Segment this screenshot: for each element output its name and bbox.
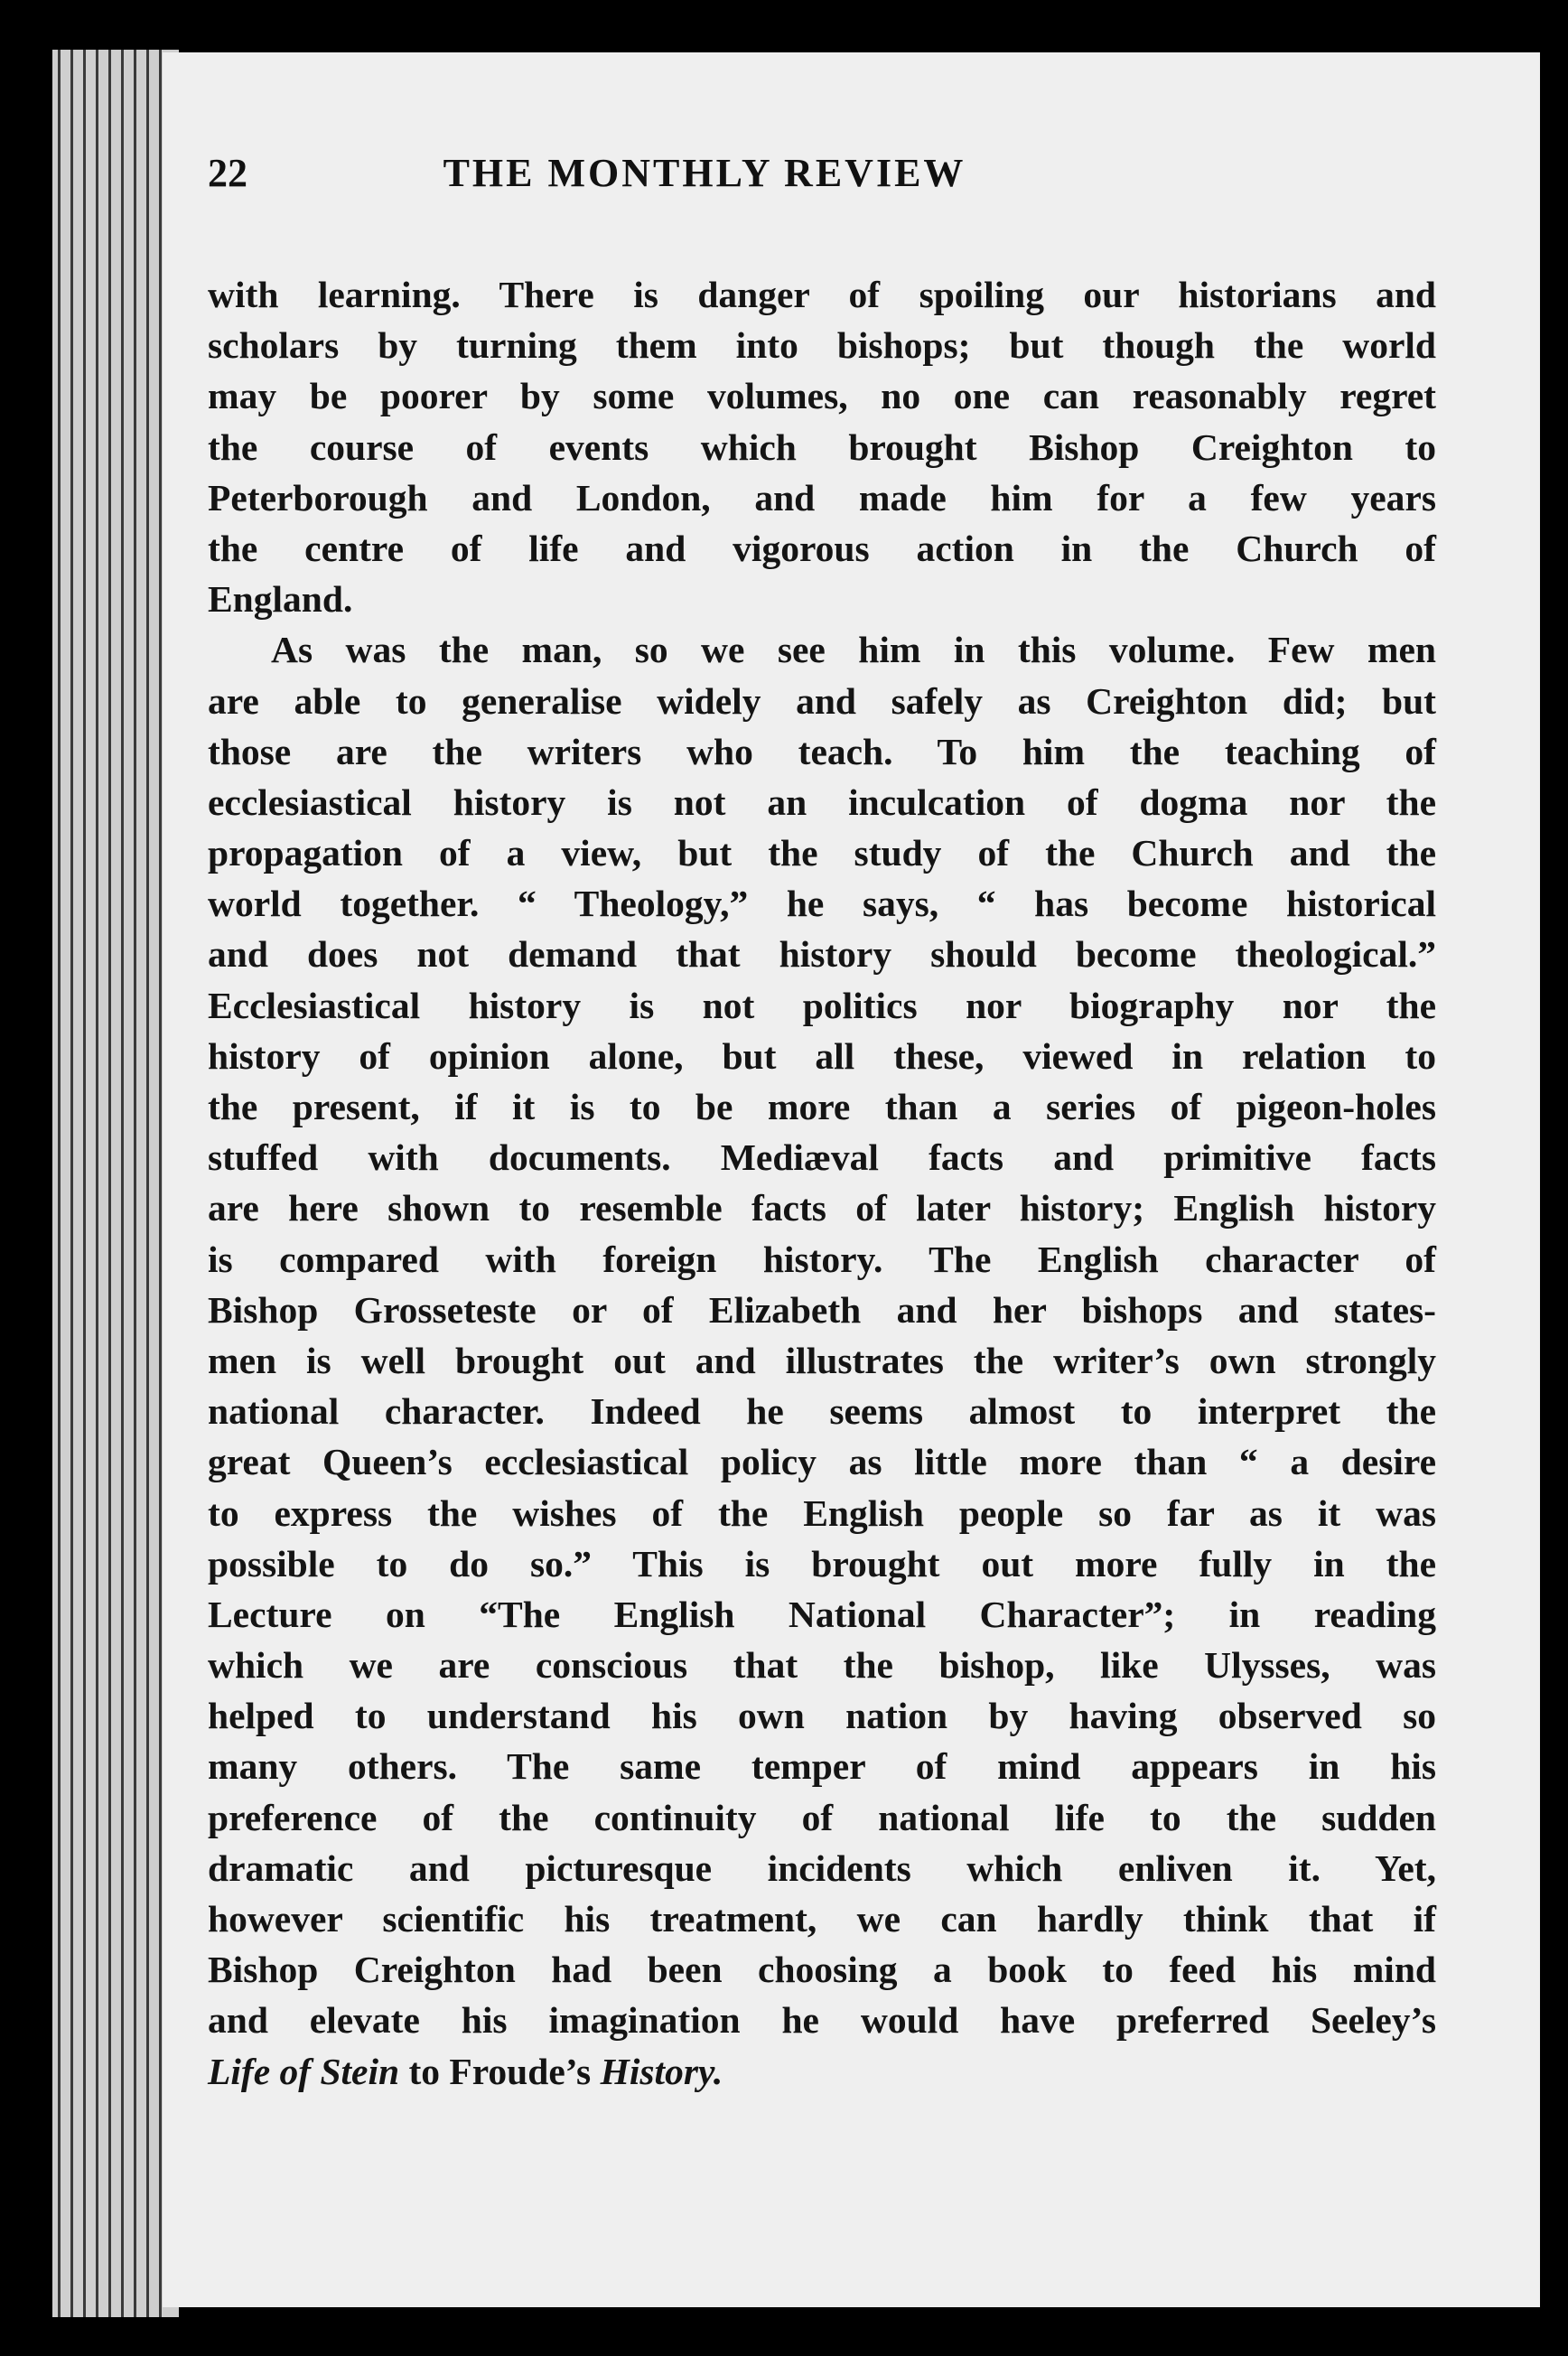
- text-line: Ecclesiastical history is not politics nor biography nor the: [208, 984, 1436, 1026]
- running-head: THE MONTHLY REVIEW: [443, 151, 966, 195]
- text-line: scholars by turning them into bishops; but though the world: [208, 324, 1436, 367]
- text-line: may be poorer by some volumes, no one can reasonably regret: [208, 375, 1436, 417]
- book-title-life-of-stein: Life of Stein: [208, 2050, 400, 2092]
- text-line: Lecture on “The English National Character”; in reading: [208, 1593, 1436, 1635]
- text-line: ecclesiastical history is not an inculcation of dogma nor the: [208, 781, 1436, 823]
- text-line: the present, if it is to be more than a series of pigeon-holes: [208, 1086, 1436, 1127]
- text-line: dramatic and picturesque incidents which enliven it. Yet,: [208, 1846, 1436, 1889]
- final-text-line: [208, 2046, 1436, 2097]
- text-line: history of opinion alone, but all these, viewed in relation to: [208, 1034, 1436, 1077]
- text-line: possible to do so.” This is brought out more fully in the: [208, 1542, 1436, 1585]
- text-line: preference of the continuity of national life to the sudden: [208, 1796, 1436, 1838]
- text-line: those are the writers who teach. To him the teaching of: [208, 730, 1436, 772]
- text-line: are able to generalise widely and safely as Creighton did; but: [208, 679, 1436, 722]
- text-line: are here shown to resemble facts of later history; English history: [208, 1187, 1436, 1229]
- text-line: stuffed with documents. Mediæval facts and primitive facts: [208, 1136, 1436, 1179]
- text-line: however scientific his treatment, we can hardly think that if: [208, 1898, 1436, 1940]
- text-line: the centre of life and vigorous action in the Church of: [208, 527, 1436, 569]
- text-line: national character. Indeed he seems almost to interpret the: [208, 1390, 1436, 1433]
- text-line: propagation of a view, but the study of the Church and the: [208, 832, 1436, 874]
- text-line: to express the wishes of the English people so far as it was: [208, 1491, 1436, 1534]
- text-line: world together. “ Theology,” he says, “ has become historical: [208, 883, 1436, 925]
- body-text: [208, 269, 1436, 2097]
- text-line: helped to understand his own nation by having observed so: [208, 1695, 1436, 1737]
- book-title-history: History.: [600, 2050, 723, 2092]
- final-line-middle: to Froude’s: [399, 2050, 601, 2092]
- text-line: which we are conscious that the bishop, like Ulysses, was: [208, 1644, 1436, 1687]
- page-number: 22: [208, 151, 247, 195]
- text-line: with learning. There is danger of spoiling our historians and: [208, 274, 1436, 315]
- text-line: many others. The same temper of mind appears in his: [208, 1745, 1436, 1788]
- text-line: great Queen’s ecclesiastical policy as little more than “ a desire: [208, 1441, 1436, 1483]
- text-line: and does not demand that history should become theological.”: [208, 933, 1436, 976]
- text-line: and elevate his imagination he would have preferred Seeley’s: [208, 1999, 1436, 2042]
- text-line: Bishop Creighton had been choosing a book to feed his mind: [208, 1949, 1436, 1991]
- text-line: As was the man, so we see him in this volume. Few men: [271, 629, 1436, 671]
- text-line: men is well brought out and illustrates the writer’s own strongly: [208, 1339, 1436, 1381]
- text-line: is compared with foreign history. The English character of: [208, 1238, 1436, 1280]
- text-line: Peterborough and London, and made him for a few years: [208, 476, 1436, 519]
- page-header: [208, 150, 1201, 217]
- page-edges: [52, 50, 179, 2317]
- text-line: Bishop Grosseteste or of Elizabeth and her bishops and states-: [208, 1288, 1436, 1331]
- text-line: England.: [208, 578, 353, 621]
- text-line: the course of events which brought Bishop Creighton to: [208, 425, 1436, 468]
